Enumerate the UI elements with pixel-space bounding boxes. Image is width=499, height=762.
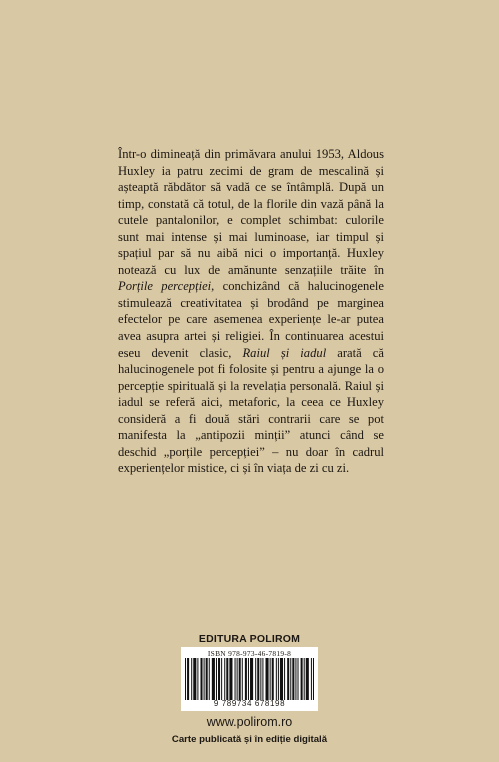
blurb-text-2: , conchizând că halucinogenele stimulează creativitatea și brodând pe marginea efectelor pe care asemenea experiențe le-ar putea avea asupra artei și religiei. În continuarea acestui eseu devenit clasic, <box>118 279 384 360</box>
barcode-bar <box>280 658 283 700</box>
book-title-portile-perceptiei: Porțile percepției <box>118 279 212 294</box>
barcode-bar <box>311 658 312 700</box>
blurb-text-3: arată că halucinogenele pot fi folosite și pentru a ajunge la o percepție spirituală și la revelația personală. Raiul și iadul se referă aici, metaforic, la ceea ce Huxley consideră a fi două stări contrarii care se pot manifesta la „antipozii minții” atunci când se deschid „porțile percepției” – nu doar în cadrul experiențelor mistice, ci și în viața de zi cu zi. <box>118 345 384 476</box>
barcode-bar <box>266 658 269 700</box>
blurb-paragraph <box>118 146 384 477</box>
barcode-bar <box>248 658 249 700</box>
barcode-bar <box>255 658 256 700</box>
barcode-bar <box>229 658 232 700</box>
barcode-digits: 9 789734 678198 <box>213 699 286 708</box>
barcode-bar <box>304 658 305 700</box>
barcode-bar <box>260 658 261 700</box>
barcode-bar <box>209 658 210 700</box>
barcode-bar <box>295 658 296 700</box>
barcode-bar <box>292 658 294 700</box>
barcode-bar <box>272 658 274 700</box>
barcode-bar <box>204 658 205 700</box>
barcode-bar <box>191 658 192 700</box>
barcode-bar <box>297 658 298 700</box>
barcode-bar <box>235 658 236 700</box>
barcode-bar <box>250 658 253 700</box>
barcode-bar <box>206 658 208 700</box>
barcode-bar <box>197 658 198 700</box>
barcode-bar <box>287 658 289 700</box>
barcode-bar <box>218 658 220 700</box>
barcode-bar <box>239 658 241 700</box>
publisher-name: EDITURA POLIROM <box>198 633 301 645</box>
blurb-text-1: Într-o dimineață din primăvara anului 1953, Aldous Huxley ia patru zecimi de gram de mescalină și așteaptă răbdător să vadă ce se întâmplă. După un timp, constată că totul, de la florile din vază până la cutele pantalonilor, e complet schimbat: culorile sunt mai intense și mai luminoase, iar timpul și spațiul par să nu aibă nici o importanță. Huxley notează cu lux de amănunte senzațiile trăite în <box>118 147 384 277</box>
digital-edition-note: Carte publicată și în ediție digitală <box>171 734 328 745</box>
barcode-bar <box>276 658 277 700</box>
barcode-bar <box>221 658 222 700</box>
barcode-bar <box>187 658 189 700</box>
isbn-label: ISBN 978-973-46-7819-8 <box>207 649 292 658</box>
barcode-bar <box>262 658 263 700</box>
book-title-raiul-si-iadul: Raiul și iadul <box>242 345 327 360</box>
isbn-barcode <box>181 647 318 711</box>
barcode-bar <box>212 658 215 700</box>
barcode-bar <box>270 658 271 700</box>
barcode-bar <box>193 658 196 700</box>
back-cover-blurb <box>118 146 384 477</box>
barcode-bar <box>284 658 285 700</box>
barcode-bar <box>278 658 279 700</box>
barcode-bar <box>245 658 247 700</box>
barcode-bar <box>313 658 314 700</box>
barcode-bar <box>257 658 259 700</box>
barcode-bar <box>216 658 217 700</box>
barcode-bar <box>226 658 228 700</box>
barcode-bar <box>301 658 303 700</box>
barcode-bar <box>185 658 186 700</box>
barcode-bar <box>242 658 243 700</box>
barcode-bar <box>237 658 238 700</box>
barcode-bar <box>200 658 202 700</box>
publisher-website: www.polirom.ro <box>206 715 293 729</box>
barcode-bars <box>185 658 314 700</box>
barcode-bar <box>306 658 309 700</box>
barcode-bar <box>224 658 225 700</box>
barcode-bar <box>290 658 291 700</box>
